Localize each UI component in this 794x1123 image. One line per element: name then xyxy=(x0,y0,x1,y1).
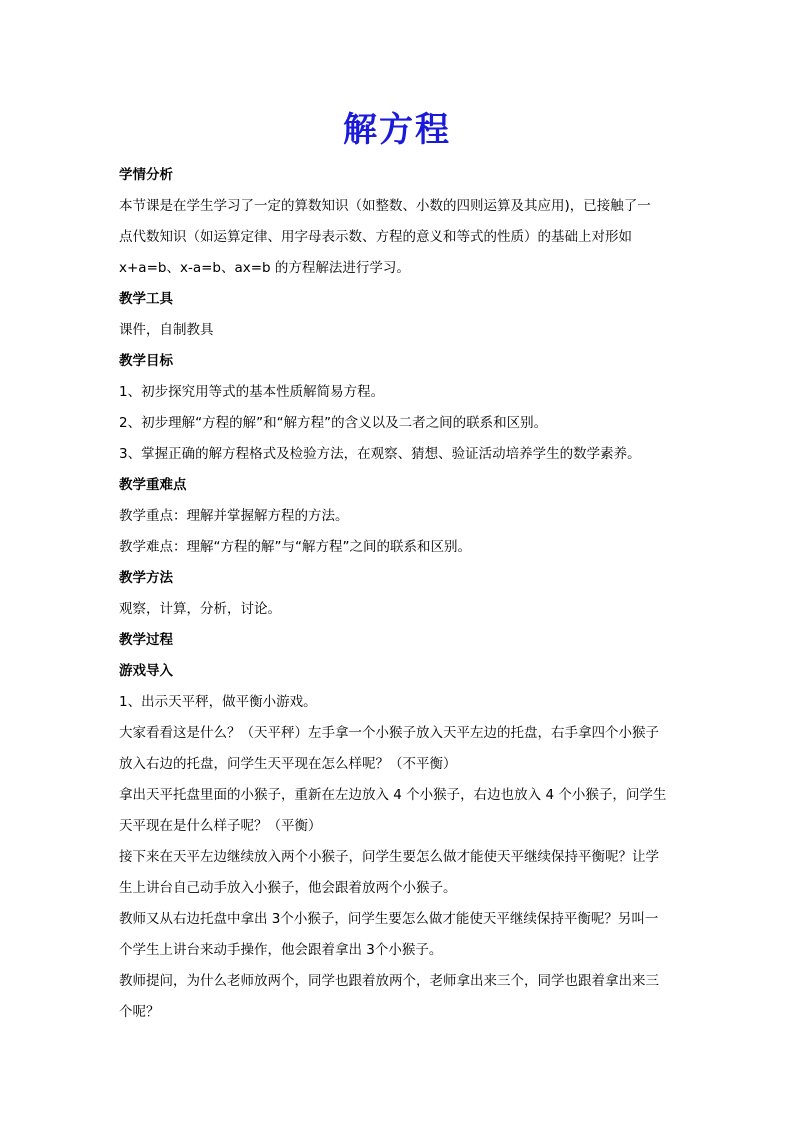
body-line: 生上讲台自己动手放入小猴子，他会跟着放两个小猴子。 xyxy=(119,880,457,896)
document-body xyxy=(119,160,679,1028)
body-line: 1、出示天平秤，做平衡小游戏。 xyxy=(119,694,317,710)
section-heading: 学情分析 xyxy=(119,167,173,183)
body-line: 天平现在是什么样子呢？（平衡） xyxy=(119,818,322,834)
section-heading: 教学工具 xyxy=(119,291,173,307)
body-line: 放入右边的托盘，问学生天平现在怎么样呢？（不平衡） xyxy=(119,756,457,772)
section-heading: 教学过程 xyxy=(119,632,173,648)
section-heading: 教学方法 xyxy=(119,570,173,586)
document-title: 解方程 xyxy=(343,110,451,150)
body-line: 本节课是在学生学习了一定的算数知识（如整数、小数的四则运算及其应用)，已接触了一 xyxy=(119,198,651,214)
section-heading: 教学目标 xyxy=(119,353,173,369)
body-line: 3、掌握正确的解方程格式及检验方法，在观察、猜想、验证活动培养学生的数学素养。 xyxy=(119,446,641,462)
body-line: 1、初步探究用等式的基本性质解简易方程。 xyxy=(119,384,385,400)
body-line: 个学生上讲台来动手操作，他会跟着拿出 3个小猴子。 xyxy=(119,942,443,958)
body-line: 2、初步理解“方程的解”和“解方程”的含义以及二者之间的联系和区别。 xyxy=(119,415,548,431)
body-line: 接下来在天平左边继续放入两个小猴子，问学生要怎么做才能使天平继续保持平衡呢？让学 xyxy=(119,849,659,865)
body-line: 课件，自制教具 xyxy=(119,322,214,338)
body-line: 教学重点：理解并掌握解方程的方法。 xyxy=(119,508,349,524)
body-line: x+a=b、x-a=b、ax=b 的方程解法进行学习。 xyxy=(119,260,410,276)
body-line: 教学难点：理解“方程的解”与“解方程”之间的联系和区别。 xyxy=(119,539,471,555)
body-line: 教师提问，为什么老师放两个，同学也跟着放两个，老师拿出来三个，同学也跟着拿出来三 xyxy=(119,973,659,989)
body-line: 教师又从右边托盘中拿出 3个小猴子，问学生要怎么做才能使天平继续保持平衡呢？另叫一 xyxy=(119,911,659,927)
section-heading: 游戏导入 xyxy=(119,663,173,679)
body-line: 个呢？ xyxy=(119,1004,160,1020)
section-heading: 教学重难点 xyxy=(119,477,187,493)
body-line: 观察，计算，分析，讨论。 xyxy=(119,601,281,617)
body-line: 点代数知识（如运算定律、用字母表示数、方程的意义和等式的性质）的基础上对形如 xyxy=(119,229,632,245)
body-line: 大家看看这是什么？（天平秤）左手拿一个小猴子放入天平左边的托盘，右手拿四个小猴子 xyxy=(119,725,659,741)
body-line: 拿出天平托盘里面的小猴子，重新在左边放入 4 个小猴子，右边也放入 4 个小猴子，问学生 xyxy=(119,787,667,803)
